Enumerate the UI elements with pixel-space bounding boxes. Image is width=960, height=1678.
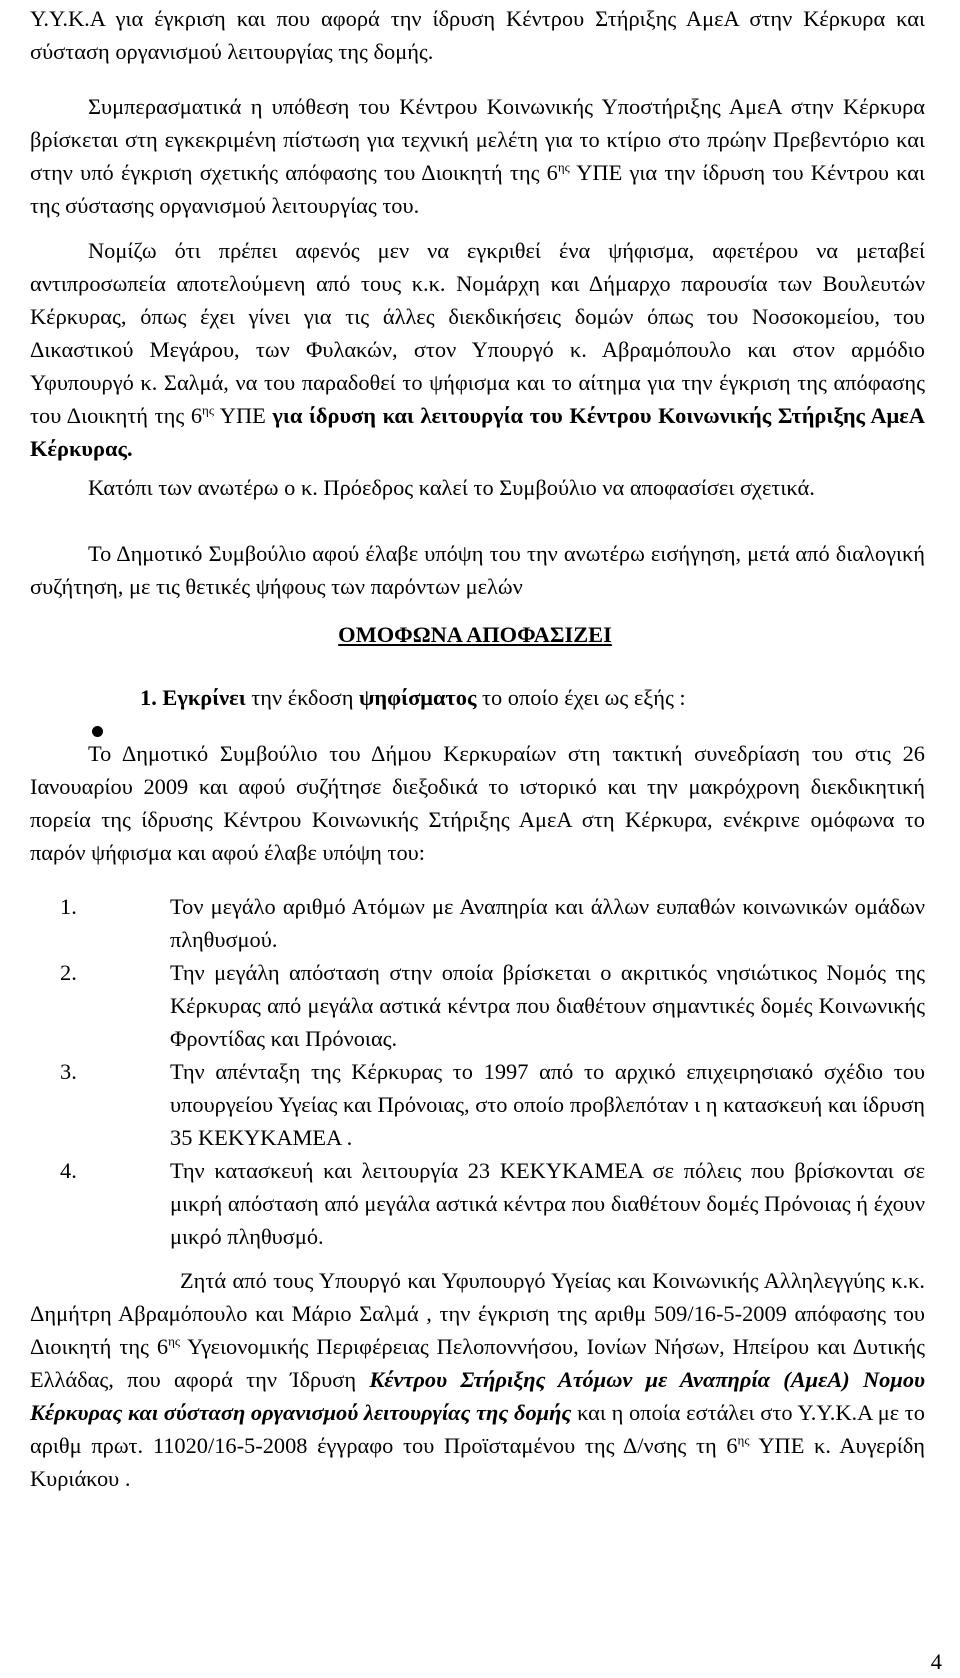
decision-verb: Εγκρίνει: [162, 685, 246, 710]
list-item-number: 2.: [60, 960, 77, 985]
decision-keyword: ψηφίσματος: [359, 685, 477, 710]
paragraph-request: [30, 1264, 925, 1495]
ordinal-superscript: ης: [557, 159, 570, 175]
ordinal-superscript: ης: [202, 402, 214, 418]
decision-heading: ΟΜΟΦΩΝΑ ΑΠΟΦΑΣΙΖΕΙ: [338, 622, 612, 647]
paragraph-intro: [30, 2, 925, 68]
decision-text: το οποίο έχει ως εξής :: [476, 685, 686, 710]
list-item: [60, 1055, 925, 1154]
paragraph-text: Κατόπι των ανωτέρω ο κ. Πρόεδρος καλεί το Συμβούλιο να αποφασίσει σχετικά.: [88, 475, 815, 500]
page-number: 4: [930, 1649, 942, 1674]
decision-item: [140, 681, 920, 714]
paragraph-text: Το Δημοτικό Συμβούλιο του Δήμου Κερκυραίων στη τακτική συνεδρίαση του στις 26 Ιανουαρίου 2009 και αφού συζήτησε διεξοδικά το ιστορικό και την μακρόχρονη διεκδικητική πορεία της ίδρυσης Κέντρου Κοινωνικής Στήριξης ΑμεΑ στη Κέρκυρα, ενέκρινε ομόφωνα το παρόν ψήφισμα και αφού έλαβε υπόψη του:: [30, 741, 925, 865]
list-item-text: Την απένταξη της Κέρκυρας το 1997 από το αρχικό επιχειρησιακό σχέδιο του υπουργείου Υγείας και Πρόνοιας, στο οποίο προβλεπόταν ι η κατασκευή και ίδρυση 35 ΚΕΚΥΚΑΜΕΑ .: [170, 1059, 925, 1150]
paragraph-text: Ζητά από τους Υπουργό και Υφυπουργό Υγείας και Κοινωνικής Αλληλεγγύης κ.κ. Δημήτρη Αβραμόπουλο και Μάριο Σαλμά , την έγκριση της αριθμ 509/16-5-2009 απόφασης του Διοικητή της 6: [30, 1268, 925, 1359]
considerations-list: [60, 890, 925, 1253]
list-item-number: 3.: [60, 1059, 77, 1084]
decision-number: 1.: [140, 685, 157, 710]
paragraph-conclusion: [30, 90, 925, 222]
list-item-number: 4.: [60, 1158, 77, 1183]
bullet-icon: [92, 726, 103, 737]
paragraph-council: [30, 537, 925, 603]
paragraph-president: [30, 471, 860, 504]
paragraph-bold-text: για ίδρυση και λειτουργία του Κέντρου Κοινωνικής Στήριξης ΑμεΑ Κέρκυρας.: [30, 403, 925, 461]
paragraph-text: και η οποία εστάλει στο Υ.Υ.Κ.Α με το αριθμ πρωτ. 11020/16-5-2008 έγγραφο του Προϊσταμένου της Δ/νσης τη 6: [30, 1400, 925, 1458]
paragraph-text: ΥΠΕ κ. Αυγερίδη Κυριάκου .: [30, 1433, 925, 1491]
paragraph-text: ΥΠΕ για την ίδρυση του Κέντρου και της σύστασης οργανισμού λειτουργίας του.: [30, 160, 925, 218]
ordinal-superscript: ης: [168, 1333, 181, 1349]
paragraph-text: Το Δημοτικό Συμβούλιο αφού έλαβε υπόψη του την ανωτέρω εισήγηση, μετά από διαλογική συζήτηση, με τις θετικές ψήφους των παρόντων μελών: [30, 541, 925, 599]
paragraph-resolution: [30, 737, 925, 869]
list-item-number: 1.: [60, 894, 77, 919]
list-item-text: Την μεγάλη απόσταση στην οποία βρίσκεται ο ακριτικός νησιώτικος Νομός της Κέρκυρας από μεγάλα αστικά κέντρα που διαθέτουν σημαντικές δομές Κοινωνικής Φροντίδας και Πρόνοιας.: [170, 960, 925, 1051]
paragraph-intro-text: Υ.Υ.Κ.Α για έγκριση και που αφορά την ίδρυση Κέντρου Στήριξης ΑμεΑ στην Κέρκυρα και σύσταση οργανισμού λειτουργίας της δομής.: [30, 6, 925, 64]
list-item: [60, 956, 925, 1055]
ordinal-superscript: ης: [737, 1432, 750, 1448]
list-item-text: Την κατασκευή και λειτουργία 23 ΚΕΚΥΚΑΜΕΑ σε πόλεις που βρίσκονται σε μικρή απόσταση από μεγάλα αστικά κέντρα που διαθέτουν δομές Πρόνοιας ή έχουν μικρό πληθυσμό.: [170, 1158, 925, 1249]
list-item: [60, 1154, 925, 1253]
paragraph-text: ΥΠΕ: [213, 403, 273, 428]
paragraph-proposal: [30, 234, 925, 465]
list-item: [60, 890, 925, 956]
list-item-text: Τον μεγάλο αριθμό Ατόμων με Αναπηρία και άλλων ευπαθών κοινωνικών ομάδων πληθυσμού.: [170, 894, 925, 952]
paragraph-bold-italic-text: Κέντρου Στήριξης Ατόμων με Αναπηρία (ΑμεΑ) Νομου Κέρκυρας και σύσταση οργανισμού λειτουργίας της δομής: [30, 1367, 925, 1425]
paragraph-text: Συμπερασματικά η υπόθεση του Κέντρου Κοινωνικής Υποστήριξης ΑμεΑ στην Κέρκυρα βρίσκεται στη εγκεκριμένη πίστωση για τεχνική μελέτη για το κτίριο στο πρώην Πρεβεντόριο και στην υπό έγκριση σχετικής απόφασης του Διοικητή της 6: [30, 94, 925, 185]
paragraph-text: Νομίζω ότι πρέπει αφενός μεν να εγκριθεί ένα ψήφισμα, αφετέρου να μεταβεί αντιπροσωπεία αποτελούμενη από τους κ.κ. Νομάρχη και Δήμαρχο παρουσία των Βουλευτών Κέρκυρας, όπως έχει γίνει για τις άλλες διεκδικήσεις δομών όπως του Νοσοκομείου, του Δικαστικού Μεγάρου, των Φυλακών, στον Υπουργό κ. Αβραμόπουλο και στον αρμόδιο Υφυπουργό κ. Σαλμά, να του παραδοθεί το ψήφισμα και το αίτημα για την έγκριση της απόφασης του Διοικητή της 6: [30, 238, 925, 428]
paragraph-text: Υγειονομικής Περιφέρειας Πελοποννήσου, Ιονίων Νήσων, Ηπείρου και Δυτικής Ελλάδας, που αφορά την Ίδρυση: [30, 1334, 925, 1392]
decision-text: την έκδοση: [245, 685, 360, 710]
